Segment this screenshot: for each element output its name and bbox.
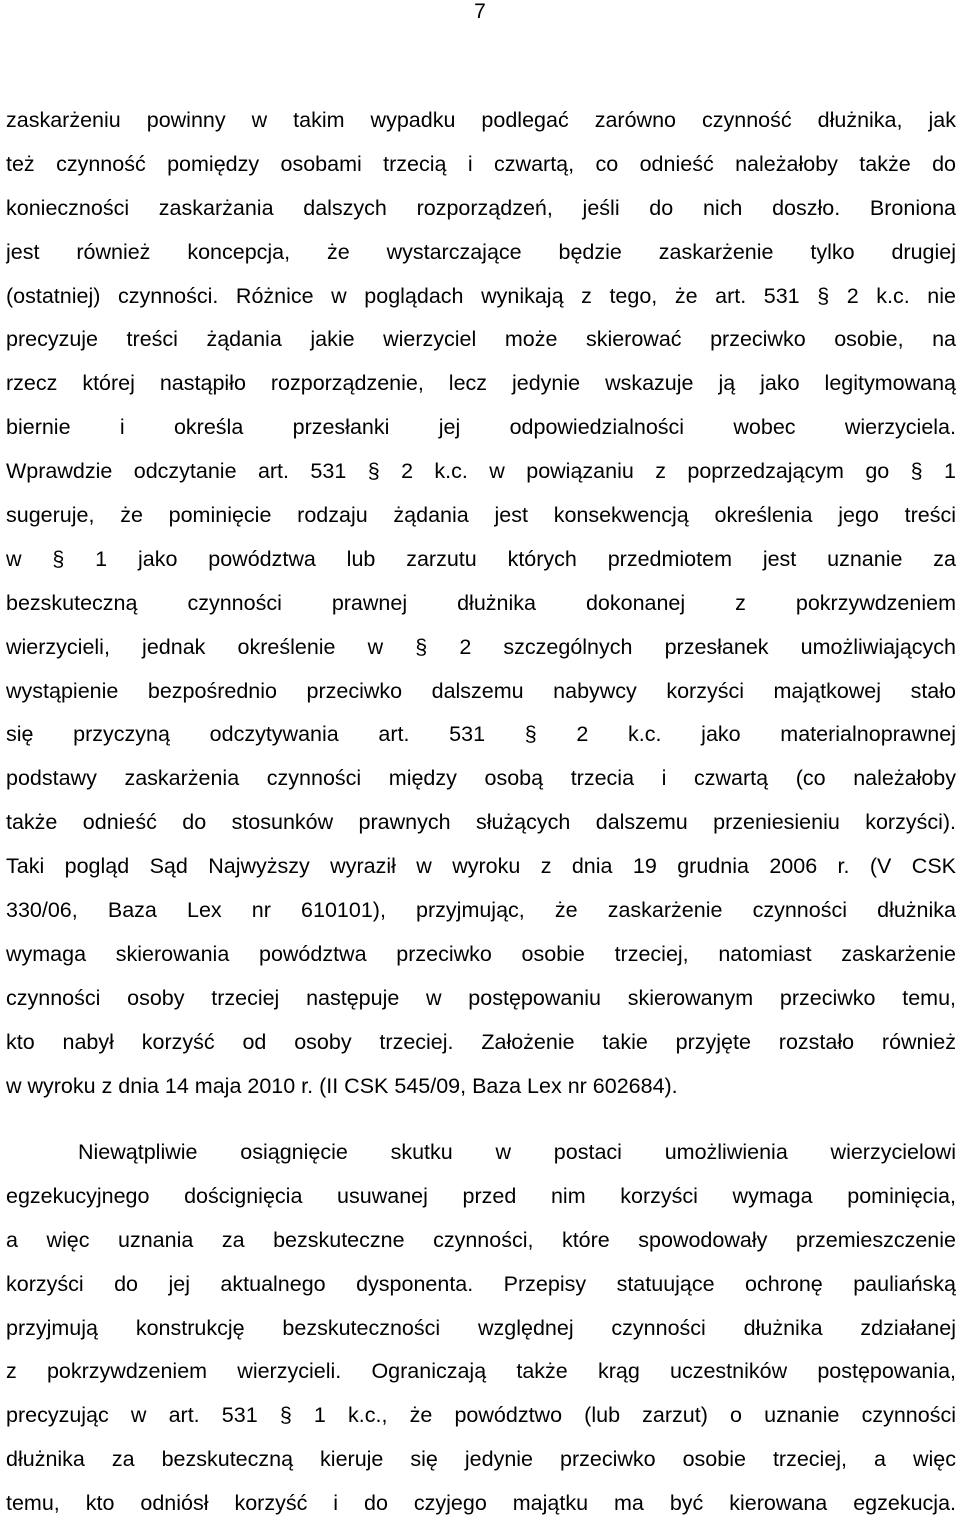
paragraph-line: bezskuteczną czynności prawnej dłużnika dokonanej z pokrzywdzeniem xyxy=(6,590,956,615)
paragraph-line: Wprawdzie odczytanie art. 531 § 2 k.c. w powiązaniu z poprzedzającym go § 1 xyxy=(6,459,956,484)
paragraph-line: także odnieść do stosunków prawnych służących dalszemu przeniesieniu korzyści). xyxy=(6,810,956,835)
paragraph-line: (ostatniej) czynności. Różnice w poglądach wynikają z tego, że art. 531 § 2 k.c. nie xyxy=(6,283,956,308)
paragraph-line: sugeruje, że pominięcie rodzaju żądania jest konsekwencją określenia jego treści xyxy=(6,503,956,528)
paragraph-line: temu, kto odniósł korzyść i do czyjego majątku ma być kierowana egzekucja. xyxy=(6,1491,956,1516)
paragraph-line: dłużnika za bezskuteczną kieruje się jedynie przeciwko osobie trzeciej, a więc xyxy=(6,1447,956,1472)
paragraph-line: wystąpienie bezpośrednio przeciwko dalszemu nabywcy korzyści majątkowej stało xyxy=(6,678,956,703)
paragraph-2 xyxy=(6,1131,956,1526)
paragraph-line: w § 1 jako powództwa lub zarzutu których przedmiotem jest uznanie za xyxy=(6,546,956,571)
paragraph-line: z pokrzywdzeniem wierzycieli. Ograniczają także krąg uczestników postępowania, xyxy=(6,1359,956,1384)
paragraph-line: wierzycieli, jednak określenie w § 2 szczególnych przesłanek umożliwiających xyxy=(6,634,956,659)
paragraph-line: wymaga skierowania powództwa przeciwko osobie trzeciej, natomiast zaskarżenie xyxy=(6,941,956,966)
paragraph-line: przyjmują konstrukcję bezskuteczności względnej czynności dłużnika zdziałanej xyxy=(6,1315,956,1340)
paragraph-line: 330/06, Baza Lex nr 610101), przyjmując, że zaskarżenie czynności dłużnika xyxy=(6,898,956,923)
paragraph-line: egzekucyjnego doścignięcia usuwanej przed nim korzyści wymaga pominięcia, xyxy=(6,1183,956,1208)
paragraph-line: precyzuje treści żądania jakie wierzyciel może skierować przeciwko osobie, na xyxy=(6,327,956,352)
paragraph-line: rzecz której nastąpiło rozporządzenie, lecz jedynie wskazuje ją jako legitymowaną xyxy=(6,371,956,396)
paragraph-line: konieczności zaskarżania dalszych rozporządzeń, jeśli do nich doszło. Broniona xyxy=(6,195,956,220)
page-number: 7 xyxy=(474,0,486,23)
paragraph-line: Niewątpliwie osiągnięcie skutku w postaci umożliwienia wierzycielowi xyxy=(78,1140,956,1164)
paragraph-line: też czynność pomiędzy osobami trzecią i czwartą, co odnieść należałoby także do xyxy=(6,151,956,176)
paragraph-line: się przyczyną odczytywania art. 531 § 2 k.c. jako materialnoprawnej xyxy=(6,722,956,747)
paragraph-line: a więc uznania za bezskuteczne czynności, które spowodowały przemieszczenie xyxy=(6,1227,956,1252)
paragraph-line: jest również koncepcja, że wystarczające będzie zaskarżenie tylko drugiej xyxy=(6,239,956,264)
paragraph-1 xyxy=(6,99,956,1108)
paragraph-line: w wyroku z dnia 14 maja 2010 r. (II CSK 545/09, Baza Lex nr 602684). xyxy=(6,1073,678,1098)
paragraph-line: czynności osoby trzeciej następuje w postępowaniu skierowanym przeciwko temu, xyxy=(6,985,956,1010)
paragraph-line: korzyści do jej aktualnego dysponenta. Przepisy statuujące ochronę pauliańską xyxy=(6,1271,956,1296)
paragraph-line: podstawy zaskarżenia czynności między osobą trzecia i czwartą (co należałoby xyxy=(6,766,956,791)
paragraph-line: Taki pogląd Sąd Najwyższy wyraził w wyroku z dnia 19 grudnia 2006 r. (V CSK xyxy=(6,854,956,879)
paragraph-line: biernie i określa przesłanki jej odpowiedzialności wobec wierzyciela. xyxy=(6,415,956,440)
paragraph-line: zaskarżeniu powinny w takim wypadku podlegać zarówno czynność dłużnika, jak xyxy=(6,108,956,132)
paragraph-line: precyzując w art. 531 § 1 k.c., że powództwo (lub zarzut) o uznanie czynności xyxy=(6,1403,956,1428)
paragraph-line: kto nabył korzyść od osoby trzeciej. Założenie takie przyjęte rozstało również xyxy=(6,1029,956,1054)
